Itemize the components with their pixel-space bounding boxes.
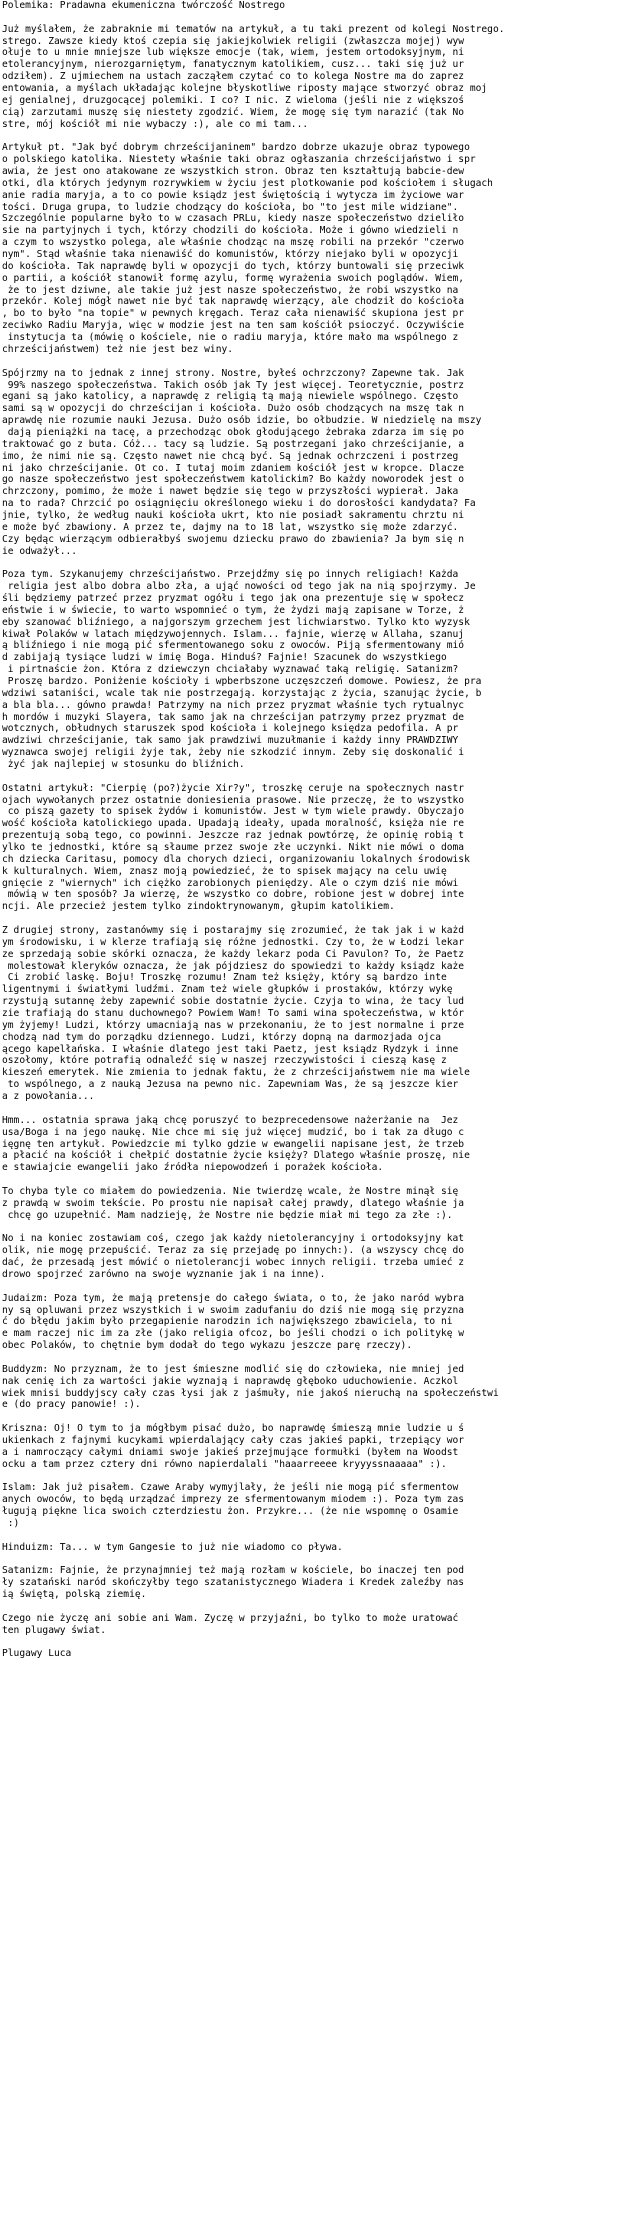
- text-line: przekór. Kolej mógł nawet nie być tak naprawdę wierzący, ale chodził do kościoła: [2, 296, 465, 308]
- text-line: obec Polaków, to chętnie bym dodał do tego wykazu jeszcze parę rzeczy).: [2, 1340, 413, 1352]
- text-line: o partii, a kościół stanowił formę azylu, formę wyrażenia swoich poglądów. Wiem,: [2, 272, 465, 284]
- text-line: Proszę bardzo. Poniżenie kościoły i wpberbszone uczęszczeń domowe. Powiesz, że pra: [2, 675, 482, 687]
- text-line: wiek mnisi buddyjscy cały czas łysi jak z jaśmuły, nie jakoś nieruchą na społeczeństwi: [2, 1387, 499, 1399]
- text-line: strego. Zawsze kiedy ktoś czepia się jakiejkolwiek religii (zwłaszcza mojej) wyw: [2, 35, 465, 47]
- text-line: kieszeń emerytek. Nie zmienia to jednak faktu, że z chrześcijaństwem nie ma wiele: [2, 1067, 470, 1079]
- text-line: chodzą nad tym do porządku dziennego. Ludzi, którzy dopną na darmozjada ojca: [2, 1031, 441, 1043]
- text-line: cią) zarzutami muszę się niestety zgodzić. Wiem, że mogę się tym narazić (tak No: [2, 106, 465, 118]
- text-line: ługują piękne lica swoich czterdziestu żon. Przykre... (że nie wspomnę o Osamie: [2, 1506, 459, 1518]
- text-line: Już myślałem, że zabraknie mi tematów na artykuł, a tu taki prezent od kolegi Nostrego.: [2, 23, 505, 35]
- text-line: usa/Boga i na jego naukę. Nie chce mi się już więcej mudzić, bo i tak za długo c: [2, 1126, 465, 1138]
- text-line: a bla bla... gówno prawda! Patrzymy na nich przez pryzmat właśnie tych rytualnyc: [2, 699, 465, 711]
- text-line: ylko te jednostki, które są słaume przez swoje złe uczynki. Nikt nie mówi o doma: [2, 842, 465, 854]
- text-line: ojach wywołanych przez ostatnie doniesienia prasowe. Nie przeczę, że to wszystko: [2, 794, 465, 806]
- text-line: h mordów i muzyki Slayera, tak samo jak na chrześcijan patrzymy przez pryzmat de: [2, 711, 465, 723]
- text-line: ej genialnej, druzgocącej polemiki. I co? I nic. Z wieloma (jeśli nie z większoś: [2, 94, 465, 106]
- text-line: anie radia maryja, a to co powie ksiądz jest świętością i wytycza im życiowe war: [2, 189, 465, 201]
- text-line: stre, mój kościół mi nie wybaczy :), ale co mi tam...: [2, 118, 309, 130]
- text-line: [2, 1352, 640, 1364]
- text-line: [2, 557, 640, 569]
- text-line: [2, 913, 640, 925]
- text-line: Hmm... ostatnia sprawa jaką chcę poruszyć to bezprecedensowe nażerżanie na Jez: [2, 1114, 459, 1126]
- text-line: Judaizm: Poza tym, że mają pretensje do całego świata, o to, że jako naród wybra: [2, 1292, 465, 1304]
- text-line: [2, 1471, 640, 1483]
- text-line: [2, 356, 640, 368]
- text-line: Czy będąc wierzącym odbierałbyś swojemu dziecku prawo do zbawienia? Ja bym się n: [2, 533, 465, 545]
- text-line: dają pieniążki na tacę, a przechodząc obok głodującego żebraka zdarza im się po: [2, 426, 465, 438]
- text-line: Z drugiej strony, zastanówmy się i postarajmy się zrozumieć, że tak jak i w każd: [2, 925, 465, 937]
- text-line: [2, 1637, 640, 1649]
- text-line: religia jest albo dobra albo zła, a ująć nowości od tego jak na nią spojrzymy. Je: [2, 581, 476, 593]
- text-line: mówią w ten sposób? Ja wierzę, że wszystko co dobre, robione jest w dobrej inte: [2, 889, 465, 901]
- text-line: tości. Druga grupa, to ludzie chodzący do kościoła, bo "to jest mile widziane".: [2, 201, 459, 213]
- text-line: e (do pracy panowie! :).: [2, 1399, 141, 1411]
- text-line: etolerancyjnym, nierozgarniętym, fanatycznym katolikiem, cusz... taki się już ur: [2, 59, 465, 71]
- text-line: że to jest dziwne, ale takie już jest nasze społeczeństwo, że robi wszystko na: [2, 284, 459, 296]
- text-line: ie odważył...: [2, 545, 78, 557]
- text-line: [2, 1411, 640, 1423]
- text-line: to wspólnego, a z nauką Jezusa na pewno nic. Zapewniam Was, że są jeszcze kier: [2, 1079, 459, 1091]
- text-line: z prawdą w swoim tekście. Po prostu nie napisał całej prawdy, dlatego właśnie ja: [2, 1197, 465, 1209]
- text-line: co piszą gazety to spisek żydów i komunistów. Jest w tym wiele prawdy. Obyczajo: [2, 806, 465, 818]
- text-line: na to rada? Chrzcić po osiągnięciu określonego wieku i do dorosłości kandydata? Fa: [2, 498, 476, 510]
- text-line: gnięcie z "wiernych" ich ciężko zarobionych pieniędzy. Ale o czym dziś nie mówi: [2, 877, 459, 889]
- text-line: Satanizm: Fajnie, że przynajmniej też mają rozłam w kościele, bo inaczej ten pod: [2, 1565, 465, 1577]
- text-line: traktować go z buta. Cóż... tacy są ludzie. Są postrzegani jako chrześcijanie, a: [2, 438, 465, 450]
- text-line: Szczególnie popularne było to w czasach PRLu, kiedy nasze społeczeństwo dzieliło: [2, 213, 465, 225]
- text-line: do kościoła. Tak naprawdę byli w opozycji do tych, którzy buntowali się przeciwk: [2, 260, 465, 272]
- text-line: ącego kapelłańska. I właśnie dlatego jest taki Paetz, jest ksiądz Rydzyk i inne: [2, 1043, 459, 1055]
- text-line: chrzczony, pomimo, że może i nawet będzie się tego w przyszłości wypierał. Jaka: [2, 486, 459, 498]
- text-line: Ci zrobić laskę. Boju! Troszkę rozumu! Znam też księży, który są bardzo inte: [2, 972, 447, 984]
- text-line: ligentnymi i światłymi ludźmi. Znam też wiele głupków i prostaków, którzy wykę: [2, 984, 453, 996]
- text-line: ten plugawy świat.: [2, 1624, 106, 1636]
- text-line: jnie, tylko, że według nauki kościoła ukrt, kto nie posiadł sakramentu chrztu ni: [2, 509, 465, 521]
- text-line: ły szatański naród skończyłby tego szatanistycznego Wiadera i Kredek zaleźby nas: [2, 1577, 465, 1589]
- text-line: awia, że jest ono atakowane ze wszystkich stron. Obraz ten kształtują babcie-dew: [2, 166, 465, 178]
- text-line: :): [2, 1518, 20, 1529]
- text-line: Artykuł pt. "Jak być dobrym chrześcijaninem" bardzo dobrze ukazuje obraz typowego: [2, 142, 470, 154]
- text-line: Buddyzm: No przyznam, że to jest śmieszne modlić się do człowieka, nie mniej jed: [2, 1363, 465, 1375]
- text-line: a z powołania...: [2, 1091, 95, 1103]
- text-line: chcę go uzupełnić. Mam nadzieję, że Nostre nie będzie miał mi tego za złe :).: [2, 1209, 453, 1221]
- text-line: e stawiajcie ewangelii jako źródła niepowodzeń i porażek kościoła.: [2, 1162, 384, 1174]
- text-line: ym żyjemy! Ludzi, którzy umacniają nas w przekonaniu, że to jest normalne i prze: [2, 1019, 465, 1031]
- text-line: sie na partyjnych i tych, którzy chodzili do kościoła. Może i gówno wiedzieli n: [2, 225, 459, 237]
- text-line: a płacić na kościół i chełpić dostatnie życie księży? Dlatego właśnie proszę, nie: [2, 1150, 470, 1162]
- text-line: [2, 130, 640, 142]
- text-line: odziłem). Z ujmiechem na ustach zacząłem czytać co to kolega Nostre ma do zaprez: [2, 71, 465, 83]
- text-line: awdziwi chrześcijanie, tak samo jak prawdziwi muzułmanie i każdy inny PRAWDZIWY: [2, 735, 459, 747]
- text-line: ocku a tam przez cztery dni równo napierdalali "haaarreeee kryyyssnaaaaa" :).: [2, 1458, 447, 1470]
- text-line: e mam raczej nic im za złe (jako religia ofcoz, bo jeśli chodzi o ich politykę w: [2, 1328, 465, 1340]
- text-line: [2, 12, 640, 24]
- text-line: No i na koniec zostawiam coś, czego jak każdy nietolerancyjny i ortodoksyjny kat: [2, 1233, 465, 1245]
- text-line: olik, nie mogę przepuścić. Teraz za się przejadę po innych:). (a wszyscy chcę do: [2, 1245, 465, 1257]
- text-line: Spójrzmy na to jednak z innej strony. Nostre, byłeś ochrzczony? Zapewne tak. Jak: [2, 367, 465, 379]
- text-line: e może być zbawiony. A przez te, dajmy na to 18 lat, wszystko się może zdarzyć.: [2, 521, 459, 533]
- text-line: dać, że przesadą jest mówić o nietolerancji wobec innych religii. trzeba umieć z: [2, 1257, 465, 1269]
- text-line: Ostatni artykuł: "Cierpię (po?)życie Xir?y", troszkę ceruje na społecznych nastr: [2, 782, 465, 794]
- text-line: To chyba tyle co miałem do powiedzenia. Nie twierdzę wcale, że Nostre minął się: [2, 1185, 459, 1197]
- text-line: prezentują sobą tego, co powinni. Jeszcze raz jednak powtórzę, że opinię robią t: [2, 830, 465, 842]
- text-line: entowania, a myślach układając kolejne błyskotliwe riposty mające stworzyć obraz moj: [2, 83, 488, 95]
- text-line: zie trafiają do stanu duchownego? Powiem Wam! To sami wina społeczeństwa, w któr: [2, 1008, 465, 1020]
- text-line: aprawdę nie rozumie nauki Jezusa. Dużo osób idzie, bo ołbudzie. W niedzielę na mszy: [2, 415, 482, 427]
- text-line: ym środowisku, i w klerze trafiają się różne jednostki. Czy to, że w Łodzi lekar: [2, 936, 465, 948]
- text-line: żyć jak najlepiej w stosunku do bliźnich.: [2, 759, 245, 770]
- text-line: Poza tym. Szykanujemy chrześcijaństwo. Przejdźmy się po innych religiach! Każda: [2, 569, 459, 581]
- text-line: ć do błędu jakim było przegapienie narodzin ich największego zbawiciela, to ni: [2, 1316, 453, 1328]
- text-line: ią świętą, polską ziemię.: [2, 1589, 147, 1601]
- text-line: [2, 1103, 640, 1115]
- text-line: nak cenię ich za wartości jakie wyznają i naprawdę głęboko uduchowienie. Aczkol: [2, 1375, 459, 1387]
- text-line: Plugawy Luca: [2, 1648, 72, 1660]
- text-line: imo, że nimi nie są. Często nawet nie chcą być. Są jednak ochrzczeni i postrzeg: [2, 450, 459, 462]
- text-line: [2, 1601, 640, 1613]
- text-line: , bo to było "na topie" w pewnych kręgach. Teraz cała nienawiść skupiona jest pr: [2, 308, 465, 320]
- text-line: ny są opluwani przez wszystkich i w swoim zadufaniu do dziś nie mogą się przyzna: [2, 1304, 465, 1316]
- text-line: otki, dla których jedynym rozrywkiem w życiu jest plotkowanie pod kościołem i sługach: [2, 177, 493, 189]
- text-line: nym". Stąd właśnie taka nienawiść do komunistów, którzy niejako byli w opozycji: [2, 249, 459, 261]
- text-line: eby szanować bliźniego, a najgorszym grzechem jest lichwiarstwo. Tylko kto wyzysk: [2, 616, 470, 628]
- text-line: [2, 1530, 640, 1542]
- text-line: [2, 1554, 640, 1566]
- text-line: ni jako chrześcijanie. Ot co. I tutaj moim zdaniem kościół jest w kropce. Dlacze: [2, 462, 465, 474]
- text-line: anych owoców, to będą urządzać imprezy ze sfermentowanym miodem :). Poza tym zas: [2, 1494, 465, 1506]
- text-line: wość kościoła katolickiego upada. Upadają ideały, upada moralność, księża nie re: [2, 818, 465, 830]
- text-line: eństwie i w świecie, to warto wspomnieć o tym, że żydzi mają zapisane w Torze, ż: [2, 604, 465, 616]
- text-line: chrześcijaństwem) też nie jest bez winy.: [2, 343, 234, 355]
- text-line: wdziwi sataniści, wcale tak nie postrzegają. korzystając z życia, szanując życie, b: [2, 687, 482, 699]
- text-line: Islam: Jak już pisałem. Czawe Araby wymyjlały, że jeśli nie mogą pić sfermentow: [2, 1482, 459, 1494]
- text-line: go nasze społeczeństwo jest społeczeństwem katolickim? Bo każdy noworodek jest o: [2, 474, 465, 486]
- text-line: oszołomy, które potrafią odnaleźć się w naszej rzeczywistości i cieszą kasę z: [2, 1055, 447, 1067]
- text-line: egani są jako katolicy, a naprawdę z religią tą mają niewiele wspólnego. Często: [2, 391, 459, 403]
- text-line: 99% naszego społeczeństwa. Takich osób jak Ty jest więcej. Teoretycznie, postrz: [2, 379, 465, 391]
- text-line: drowo spojrzeć zarówno na swoje wyznanie jak i na inne).: [2, 1268, 326, 1280]
- text-line: ncji. Ale przecież jestem tylko zindoktrynowanym, głupim katolikiem.: [2, 901, 395, 913]
- text-line: Kriszna: Oj! O tym to ja mógłbym pisać dużo, bo naprawdę śmieszą mnie ludzie u ś: [2, 1423, 465, 1435]
- text-line: ą bliźniego i nie mogą pić sfermentowanego soku z owoców. Piją sfermentowany mió: [2, 640, 465, 652]
- text-line: kiwał Polaków w latach międzywojennych. Islam... fajnie, wierzę w Allaha, szanuj: [2, 628, 465, 640]
- text-line: rzystują sutannę żeby zapewnić sobie dostatnie życie. Czyja to wina, że tacy lud: [2, 996, 465, 1008]
- text-line: ołuje to u mnie mniejsze lub większe emocje (tak, wiem, jestem ortodoksyjnym, ni: [2, 47, 465, 59]
- text-line: ze sprzedają sobie skórki oznacza, że każdy lekarz poda Ci Pavulon? To, że Paetz: [2, 948, 465, 960]
- text-line: zeciwko Radiu Maryja, więc w modzie jest na ten sam kościół psioczyć. Oczywiście: [2, 320, 465, 332]
- text-line: ch dziecka Caritasu, pomocy dla chorych dzieci, organizowaniu lokalnych środowisk: [2, 853, 470, 865]
- text-line: [2, 1222, 640, 1234]
- text-line: Hinduizm: Ta... w tym Gangesie to już nie wiadomo co pływa.: [2, 1541, 343, 1553]
- text-line: wyznawca swojej religii żyje tak, żeby nie szkodzić innym. Żeby się doskonalić i: [2, 747, 465, 759]
- text-line: [2, 1174, 640, 1186]
- text-line: ięgnę ten artykuł. Powiedzcie mi tylko gdzie w ewangelii napisane jest, że trzeb: [2, 1138, 465, 1150]
- text-line: a czym to wszystko polega, ale właśnie chodząc na mszę robili na przekór "czerwo: [2, 237, 465, 249]
- text-line: a i namroczący całymi dniami swoje jakieś przejmujące formułki (byłem na Woodst: [2, 1446, 459, 1458]
- text-line: śli będziemy patrzeć przez pryzmat ogółu i tego jak ona prezentuje się w społecz: [2, 592, 465, 604]
- text-line: k kulturalnych. Wiem, znasz moją powiedzieć, że to spisek mający na celu uwię: [2, 865, 447, 877]
- text-line: d zabijają tysiące ludzi w imię Boga. Hinduś? Fajnie! Szacunek do wszystkiego: [2, 652, 447, 664]
- text-line: molestował kleryków oznacza, że jak pójdziesz do spowiedzi to każdy ksiądz każe: [2, 960, 465, 972]
- text-line: wotcznych, obłudnych staruszek spod kościoła i kolejnego księdza pedofila. A pr: [2, 723, 459, 735]
- text-line: Polemika: Pradawna ekumeniczna twórczość Nostrego: [2, 0, 286, 11]
- text-line: [2, 771, 640, 783]
- text-line: [2, 1281, 640, 1293]
- text-line: o polskiego katolika. Niestety właśnie taki obraz ogłaszania chrześcijaństwo i spr: [2, 154, 476, 166]
- text-line: i pirtnaście żon. Która z dziewczyn chciałaby wyznawać taką religię. Satanizm?: [2, 664, 459, 676]
- text-line: instytucja ta (mówię o kościele, nie o radiu maryja, które mało ma wspólnego z: [2, 332, 459, 344]
- text-line: ukienkach z fajnymi kucykami wpierdalający cały czas jakieś papki, trzepiący wor: [2, 1434, 465, 1446]
- text-line: Czego nie życzę ani sobie ani Wam. Życzę w przyjaźni, bo tylko to może uratować: [2, 1612, 459, 1624]
- text-line: sami są w opozycji do chrześcijan i kościoła. Dużo osób chodzących na mszę tak n: [2, 403, 465, 415]
